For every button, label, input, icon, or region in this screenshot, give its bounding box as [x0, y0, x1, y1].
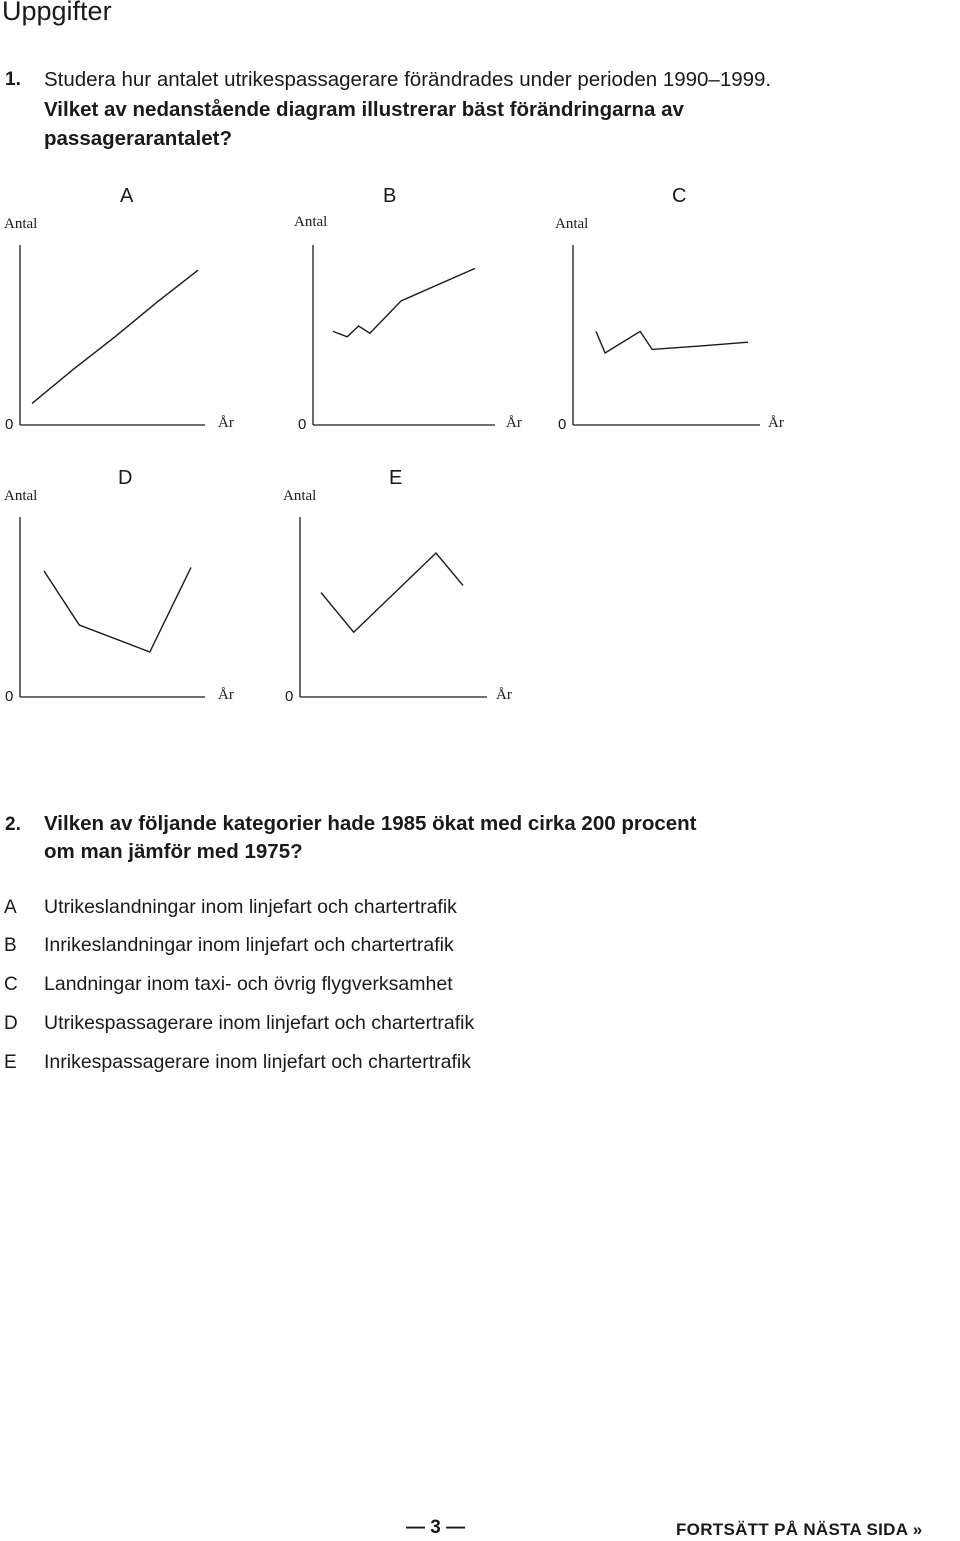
graph-c-origin-label: 0	[558, 416, 567, 433]
option-d-letter: D	[4, 1013, 18, 1034]
option-e-letter: E	[4, 1052, 17, 1073]
graph-c-x-label: År	[768, 415, 784, 431]
option-a-letter: A	[4, 897, 17, 918]
question-2-line-2: om man jämför med 1975?	[44, 840, 303, 863]
graph-b-series-line	[333, 268, 475, 336]
graph-b-y-label: Antal	[294, 214, 328, 230]
question-1-line-1: Studera hur antalet utrikespassagerare förändrades under perioden 1990–1999.	[44, 68, 772, 91]
graph-b-origin-label: 0	[298, 416, 307, 433]
graph-a-origin-label: 0	[5, 416, 14, 433]
graph-c-series-line	[596, 331, 748, 353]
option-b-text: Inrikeslandningar inom linjefart och chartertrafik	[44, 934, 454, 956]
graph-d-series-line	[44, 567, 191, 652]
continue-next-page-label: FORTSÄTT PÅ NÄSTA SIDA »	[676, 1520, 923, 1539]
page-number: — 3 —	[406, 1517, 466, 1538]
question-2-line-1: Vilken av följande kategorier hade 1985 ökat med cirka 200 procent	[44, 812, 697, 835]
graph-e-letter: E	[389, 467, 403, 489]
option-a-text: Utrikeslandningar inom linjefart och chartertrafik	[44, 896, 457, 918]
graph-d-x-label: År	[218, 687, 234, 703]
page-title: Uppgifter	[2, 0, 112, 26]
answer-graphs	[0, 175, 960, 715]
graph-e-series-line	[321, 553, 463, 632]
graph-a-x-label: År	[218, 415, 234, 431]
graph-d-y-label: Antal	[4, 488, 38, 504]
graph-a-letter: A	[120, 185, 134, 207]
graph-a-series-line	[32, 270, 198, 403]
question-2-number: 2.	[5, 814, 21, 835]
option-b-letter: B	[4, 935, 17, 956]
question-1-line-3: passagerarantalet?	[44, 127, 233, 150]
question-1-line-2: Vilket av nedanstående diagram illustrerar bäst förändringarna av	[44, 98, 684, 121]
graph-e-origin-label: 0	[285, 688, 294, 705]
option-e-text: Inrikespassagerare inom linjefart och chartertrafik	[44, 1051, 472, 1073]
graph-e-x-label: År	[496, 687, 512, 703]
graph-b-x-label: År	[506, 415, 522, 431]
question-1-number: 1.	[5, 69, 21, 90]
graph-e-y-label: Antal	[283, 488, 317, 504]
graph-a-y-label: Antal	[4, 216, 38, 232]
graph-d-letter: D	[118, 467, 133, 489]
graph-c-y-label: Antal	[555, 216, 589, 232]
option-c-text: Landningar inom taxi- och övrig flygverksamhet	[44, 973, 453, 995]
option-c-letter: C	[4, 974, 18, 995]
graph-b-letter: B	[383, 185, 397, 207]
option-d-text: Utrikespassagerare inom linjefart och chartertrafik	[44, 1012, 475, 1034]
graph-c-letter: C	[672, 185, 687, 207]
graph-d-origin-label: 0	[5, 688, 14, 705]
